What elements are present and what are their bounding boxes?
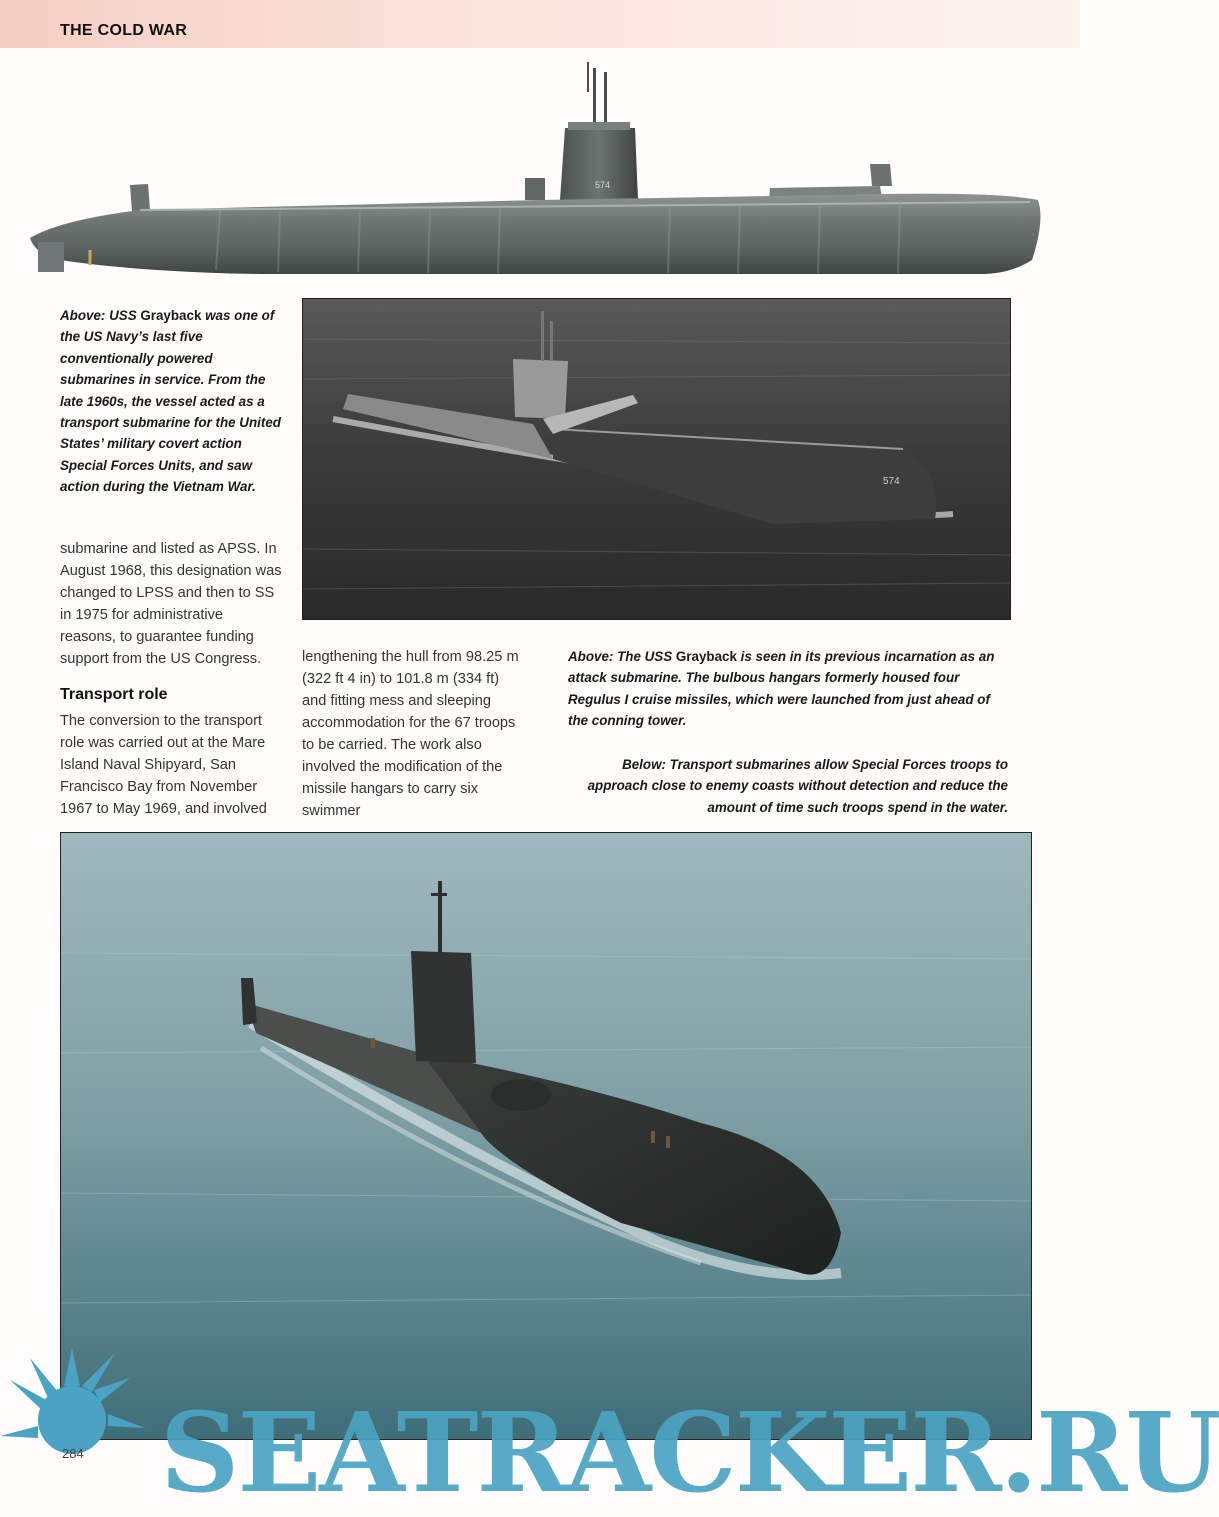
section-title: THE COLD WAR [60, 22, 188, 39]
subheading-transport-role: Transport role [60, 686, 168, 703]
caption-prefix: Above: The USS [568, 649, 676, 664]
body-column-1-bottom: The conversion to the transport role was carried out at the Mare Island Naval Shipyard, San Francisco Bay from November 1967 to May 1969, and involved [60, 713, 267, 817]
drawing-hull-number: 574 [595, 180, 611, 190]
body-column-1-top: submarine and listed as APSS. In August 1968, this designation was changed to LPSS and then to SS in 1975 for administrative reasons, to guarantee funding support from the US Congress. [60, 541, 282, 667]
caption-ship-name: Grayback [140, 308, 202, 323]
svg-text:574: 574 [883, 476, 900, 487]
photo-transport-submarine [60, 832, 1032, 1440]
watermark-text: SEATRACKER.RU [160, 1388, 1219, 1517]
page-number: 284 [62, 1446, 84, 1461]
caption-right-above [568, 646, 1008, 732]
photo-attack-submarine [302, 298, 1011, 620]
transport-submarine-image [61, 833, 1031, 1439]
caption-ship-name: Grayback [675, 649, 737, 664]
caption-right-below: Below: Transport submarines allow Special Forces troops to approach close to enemy coasts without detection and reduce the amount of time such troops spend in the water. [587, 757, 1008, 815]
caption-text: is seen in its previous incarnation as an attack submarine. The bulbous hangars formerly housed four Regulus I cruise missiles, which were launched from just ahead of the conning tower. [568, 649, 995, 729]
attack-submarine-image [303, 299, 1010, 619]
submarine-profile-drawing [20, 60, 1050, 285]
caption-prefix: Above: USS [60, 308, 141, 323]
body-column-2: lengthening the hull from 98.25 m (322 ft 4 in) to 101.8 m (334 ft) and fitting mess and sleeping accommodation for the 67 troops to be carried. The work also involved the modification of the missile hangars to carry six swimmer [302, 649, 519, 819]
caption-text: was one of the US Navy’s last five conventionally powered submarines in service. From the late 1960s, the vessel acted as a transport submarine for the United States’ military covert action Special Forces Units, and saw action during the Vietnam War. [60, 308, 281, 495]
caption-top-left [60, 305, 282, 498]
